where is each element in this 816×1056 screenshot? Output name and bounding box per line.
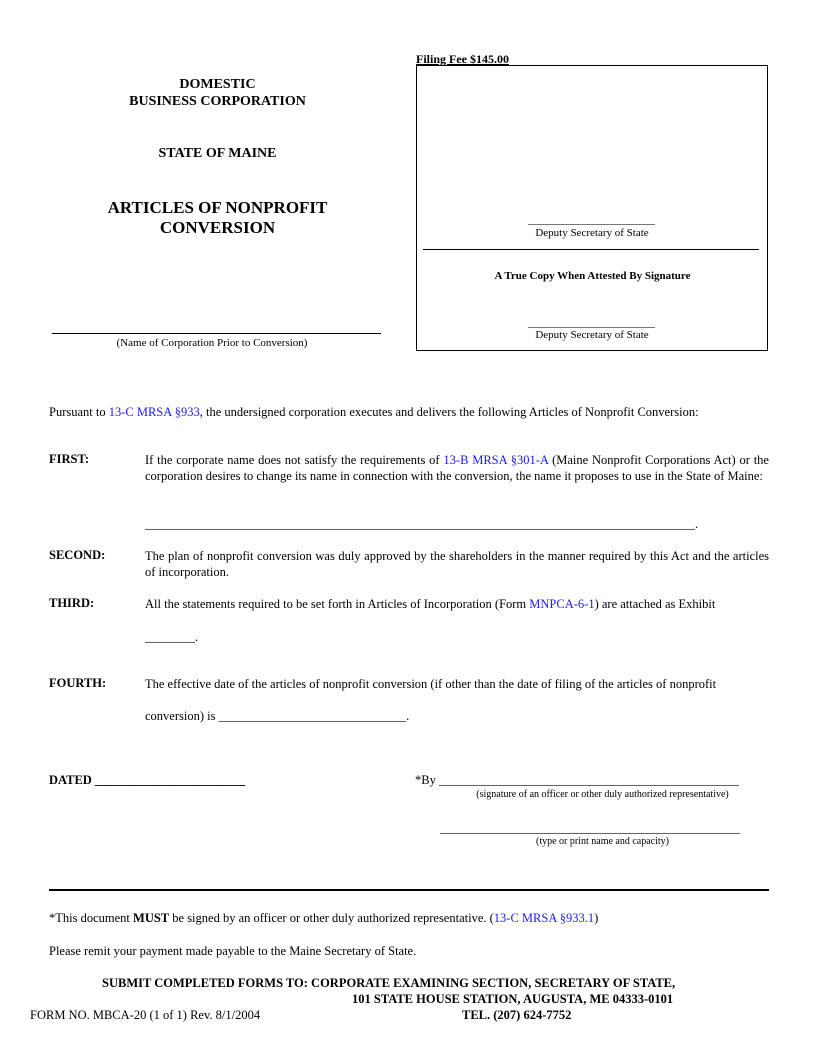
deputy-caption-2: Deputy Secretary of State	[535, 329, 649, 341]
statute-link-933-1[interactable]: 13-C MRSA §933.1	[493, 911, 595, 925]
note-must: MUST	[133, 911, 170, 925]
first-text-prefix: If the corporate name does not satisfy the requirements of	[145, 453, 444, 467]
statute-link-933[interactable]: 13-C MRSA §933	[108, 405, 200, 419]
note-prefix: *This document	[49, 911, 134, 925]
corp-type-line-1: DOMESTIC	[179, 77, 256, 92]
title-line-2: CONVERSION	[159, 218, 276, 237]
intro-paragraph	[49, 404, 779, 420]
exhibit-field[interactable]: ________.	[145, 630, 199, 644]
submit-address-line-2: 101 STATE HOUSE STATION, AUGUSTA, ME 04333-0101	[352, 992, 674, 1006]
filing-stamp-box	[416, 65, 768, 351]
third-text-suffix: ) are attached as Exhibit	[594, 597, 716, 611]
deputy-signature-line-2	[528, 327, 655, 328]
box-divider	[423, 249, 759, 250]
first-label: FIRST:	[49, 452, 90, 466]
signature-note	[49, 910, 779, 926]
third-text-prefix: All the statements required to be set forth in Articles of Incorporation (Form	[145, 597, 530, 611]
statute-link-301a[interactable]: 13-B MRSA §301-A	[443, 453, 549, 467]
telephone: TEL. (207) 624-7752	[462, 1008, 572, 1022]
print-name-caption: (type or print name and capacity)	[536, 836, 669, 847]
state-heading: STATE OF MAINE	[158, 146, 277, 161]
remit-instruction: Please remit your payment made payable to the Maine Secretary of State.	[49, 944, 417, 958]
third-label: THIRD:	[49, 596, 95, 610]
note-mid: be signed by an officer or other duly authorized representative. (	[169, 911, 494, 925]
intro-suffix: , the undersigned corporation executes and delivers the following Articles of Nonprofit Conversion:	[199, 405, 699, 419]
effective-date-field[interactable]: conversion) is ______________________________.	[145, 709, 410, 723]
fourth-label: FOURTH:	[49, 676, 107, 690]
deputy-caption-1: Deputy Secretary of State	[535, 227, 649, 239]
corporation-name-field[interactable]	[52, 333, 381, 334]
corporation-type-heading	[60, 76, 375, 110]
second-text: The plan of nonprofit conversion was duly approved by the shareholders in the manner required by this Act and the articles of incorporation.	[145, 549, 769, 579]
signature-caption: (signature of an officer or other duly authorized representative)	[476, 789, 729, 800]
intro-prefix: Pursuant to	[49, 405, 109, 419]
page-title	[60, 198, 375, 238]
form-link-mnpca[interactable]: MNPCA-6-1	[529, 597, 595, 611]
corp-type-line-2: BUSINESS CORPORATION	[129, 94, 306, 109]
deputy-signature-line-1	[528, 224, 655, 225]
print-name-field[interactable]: ________________________________________________	[440, 821, 740, 835]
second-label: SECOND:	[49, 548, 106, 562]
footer-divider	[49, 889, 769, 891]
first-text-suffix: (Maine Nonprofit Corporations Act) or the corporation desires to change its name in connection with the conversion, the name it proposes to use in the State of Maine:	[145, 453, 769, 483]
proposed-name-field[interactable]: ________________________________________________________________________________________.	[145, 517, 699, 531]
first-text	[145, 452, 769, 484]
submit-address-line-1: SUBMIT COMPLETED FORMS TO: CORPORATE EXAMINING SECTION, SECRETARY OF STATE,	[102, 976, 676, 990]
true-copy-label: A True Copy When Attested By Signature	[494, 270, 691, 282]
title-line-1: ARTICLES OF NONPROFIT	[107, 198, 328, 217]
dated-field[interactable]: DATED ________________________	[49, 773, 245, 787]
filing-fee-label: Filing Fee $145.00	[416, 52, 509, 66]
third-text	[145, 596, 769, 612]
form-number: FORM NO. MBCA-20 (1 of 1) Rev. 8/1/2004	[30, 1008, 261, 1022]
signature-by-field[interactable]: *By ________________________________________________	[415, 773, 739, 787]
fourth-text: The effective date of the articles of nonprofit conversion (if other than the date of filing of the articles of nonprofit	[145, 677, 717, 691]
corporation-name-caption: (Name of Corporation Prior to Conversion)	[116, 337, 308, 349]
note-suffix: )	[594, 911, 599, 925]
